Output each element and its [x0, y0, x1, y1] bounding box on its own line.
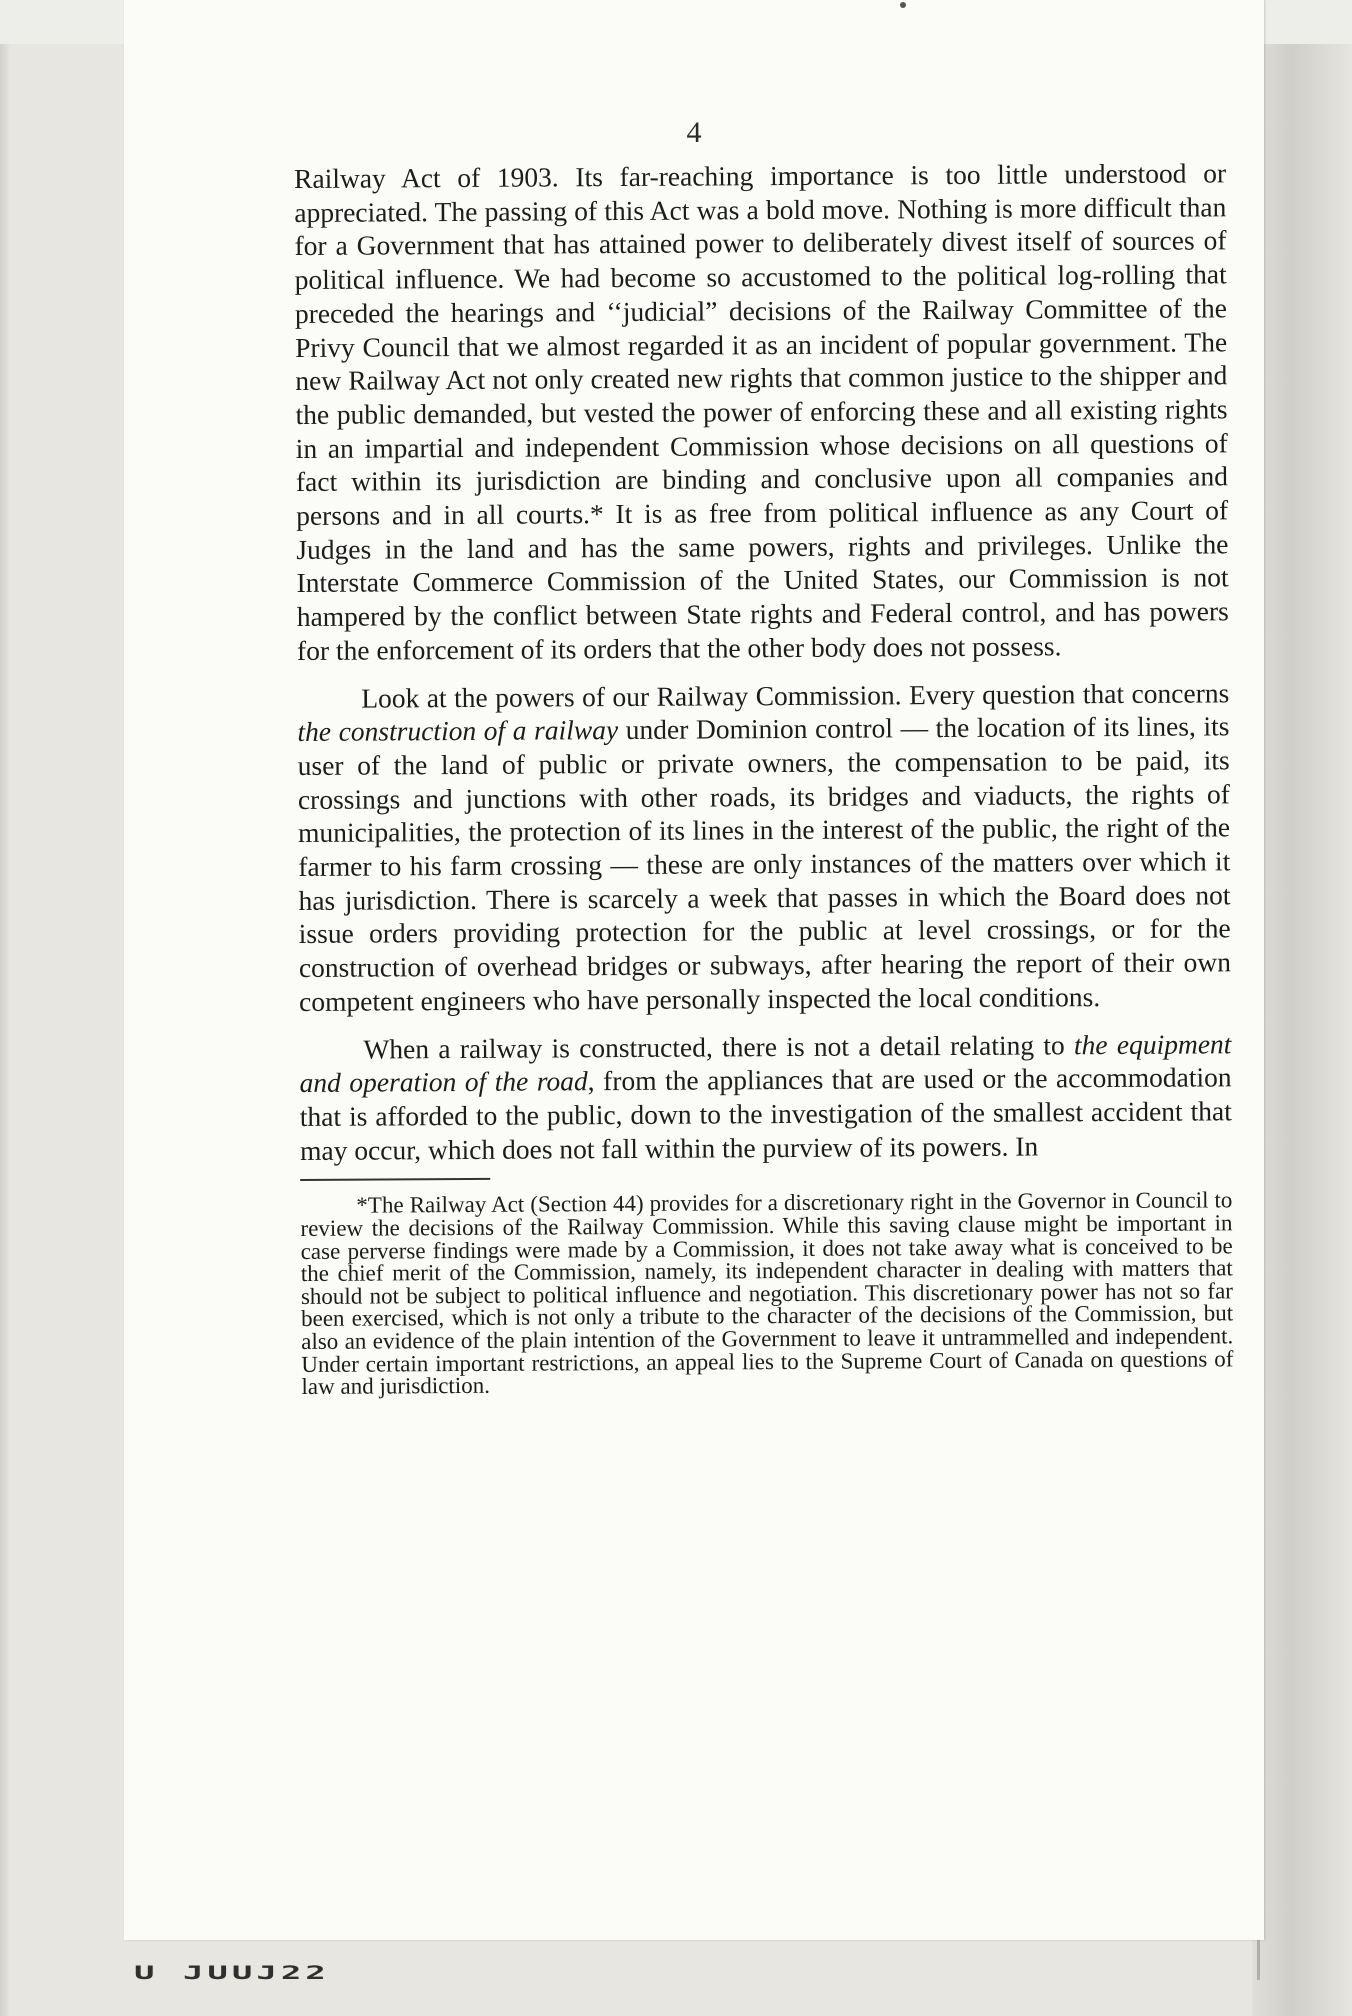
paragraph-3-text-a: When a railway is constructed, there is not a detail relating to — [363, 1028, 1075, 1065]
paragraph-1 — [294, 156, 1229, 667]
paragraph-1-text: Railway Act of 1903. Its far-reaching importance is too little understood or appreciated. The passing of this Act was a bold move. Nothing is more difficult than for a Government that has attained power to deliberately divest itself of sources of political influence. We had become so accustomed to the political log-rolling that preceded the hearings and ‘‘judicial” decisions of the Railway Committee of the Privy Council that we almost regarded it as an incident of popular government. The new Railway Act not only created new rights that common justice to the shipper and the public demanded, but vested the power of enforcing these and all existing rights in an impartial and independent Commission whose decisions on all questions of fact within its jurisdiction are binding and conclusive upon all companies and persons and in all courts.* It is as free from political influence as any Court of Judges in the land and has the same powers, rights and privileges. Unlike the Interstate Commerce Commission of the United States, our Commission is not hampered by the conflict between State rights and Federal control, and has powers for the enforcement of its orders that the other body does not possess. — [294, 157, 1229, 666]
paragraph-3-italic: the equipment and operation of the road — [299, 1027, 1232, 1099]
footnote: *The Railway Act (Section 44) provides for a discretionary right in the Governor in Council to review the decisions of the Railway Commission. While this saving clause might be important in case perverse findings were made by a Commission, it does not take away what is conceived to be the chief merit of the Commission, namely, its independent character in dealing with matters that should not be subject to political influence and negotiation. This discretionary power has not so far been exercised, which is not only a tribute to the character of the decisions of the Commission, but also an evidence of the plain intention of the Government to leave it untrammelled and independent. Under certain important restrictions, an appeal lies to the Supreme Court of Canada on questions of law and jurisdiction. — [300, 1187, 1234, 1400]
footnote-divider — [300, 1178, 490, 1181]
ink-mark — [900, 2, 906, 8]
page-number: 4 — [686, 116, 702, 149]
paragraph-2-text-b: under Dominion control — the location of its lines, its user of the land of public or private owners, the compensation to be paid, its crossings and junctions with other roads, its bridges and viaducts, the rights of municipalities, the protection of its lines in the interest of the public, the right of the farmer to his farm crossing — these are only instances of the matters over which it has jurisdiction. There is scarcely a week that passes in which the Board does not issue orders providing protection for the public at level crossings, or for the construction of overhead bridges or subways, after hearing the report of their own competent engineers who have personally inspected the local conditions. — [297, 710, 1231, 1017]
paragraph-2 — [297, 676, 1231, 1019]
back-sheet-edge — [0, 44, 10, 2016]
right-fold — [1252, 44, 1352, 2016]
paragraph-2-italic: the construction of a railway — [297, 714, 619, 748]
paragraph-3-text-b: , from the appliances that are used or the accommodation that is afforded to the public, down to the investigation of the smallest accident that may occur, which does not fall within the purview of its powers. In — [299, 1061, 1232, 1166]
page-body — [294, 156, 1234, 1398]
bottom-stamp: U JUUJ22 — [134, 1962, 330, 1984]
paragraph-2-text-a: Look at the powers of our Railway Commission. Every question that concerns — [361, 676, 1230, 714]
document-page — [124, 0, 1264, 1940]
paragraph-3 — [299, 1027, 1232, 1168]
